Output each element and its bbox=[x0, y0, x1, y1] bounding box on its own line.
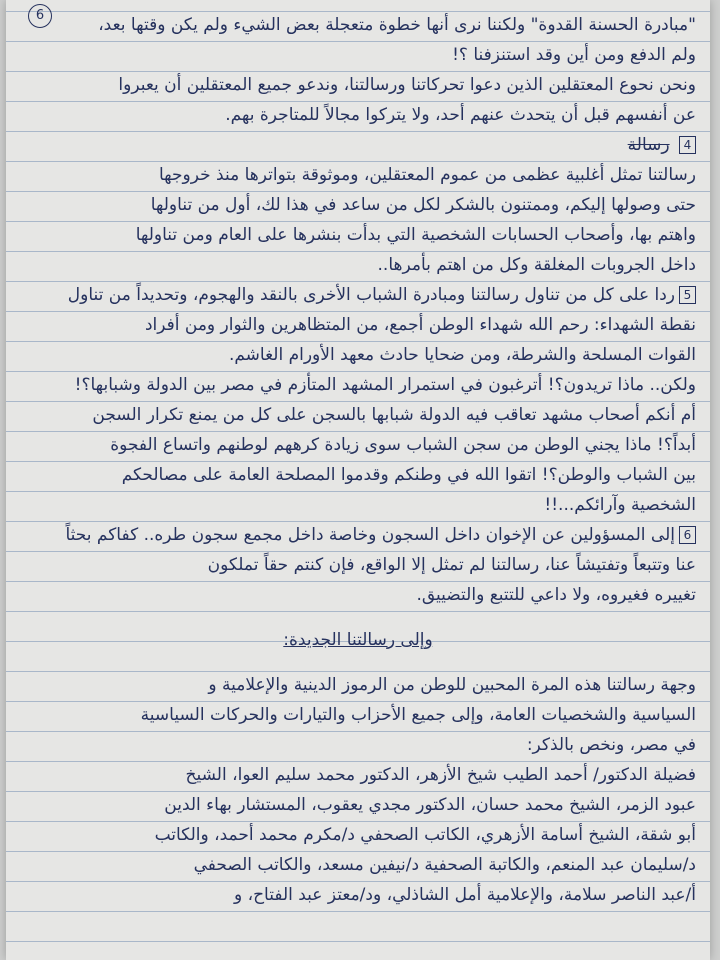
letter-text bbox=[20, 10, 696, 910]
section-number: 4 bbox=[679, 136, 696, 154]
new-letter-line: أبو شقة، الشيخ أسامة الأزهري، الكاتب الصحفي د/مكرم محمد أحمد، والكاتب bbox=[154, 825, 696, 845]
text-line: ولم الدفع ومن أين وقد استنزفنا ؟! bbox=[452, 45, 696, 65]
new-letter-line: أ/عبد الناصر سلامة، والإعلامية أمل الشاذلي، ود/معتز عبد الفتاح، و bbox=[233, 885, 696, 905]
section-number: 6 bbox=[679, 526, 696, 544]
struck-line bbox=[20, 130, 696, 160]
text-line: عن أنفسهم قبل أن يتحدث عنهم أحد، ولا يتركوا مجالاً للمتاجرة بهم. bbox=[225, 105, 696, 125]
section-6-line: عنا وتتبعاً وتفتيشاً عنا، رسالتنا لم تمثل إلا الواقع، فإن كنتم حقاً تملكون bbox=[207, 555, 696, 575]
new-letter-line: في مصر، ونخص بالذكر: bbox=[526, 735, 696, 755]
page-number: 6 bbox=[28, 4, 52, 28]
text-line: "مبادرة الحسنة القدوة" ولكننا نرى أنها خطوة متعجلة بعض الشيء ولم يكن وقتها بعد، bbox=[98, 15, 696, 35]
section-6-line bbox=[20, 520, 696, 550]
new-letter-line: وجهة رسالتنا هذه المرة المحبين للوطن من الرموز الدينية والإعلامية و bbox=[208, 675, 696, 695]
text-line: ونحن نحوع المعتقلين الذين دعوا تحركاتنا ورسالتنا، وندعو جميع المعتقلين أن يعبروا bbox=[118, 75, 696, 95]
section-number: 5 bbox=[679, 286, 696, 304]
new-letter-heading: وإلى رسالتنا الجديدة: bbox=[283, 630, 433, 650]
section-4-line: حتى وصولها إليكم، وممتنون بالشكر لكل من ساعد في هذا لك، أول من تناولها bbox=[150, 195, 696, 215]
new-letter-line: عبود الزمر، الشيخ محمد حسان، الدكتور مجدي يعقوب، المستشار بهاء الدين bbox=[164, 795, 696, 815]
section-5-line: نقطة الشهداء: رحم الله شهداء الوطن أجمع، من المتظاهرين والثوار ومن أفراد bbox=[144, 315, 696, 335]
section-5-line: ولكن.. ماذا تريدون؟! أترغبون في استمرار المشهد المتأزم في مصر بين الدولة وشبابها؟! bbox=[74, 375, 696, 395]
section-5-line: بين الشباب والوطن؟! اتقوا الله في وطنكم وقدموا المصلحة العامة على مصالحكم bbox=[121, 465, 696, 485]
section-5-text: ردا على كل من تناول رسالتنا ومبادرة الشباب الأخرى بالنقد والهجوم، وتحديداً من تناول bbox=[67, 285, 675, 305]
section-5-line: أبداً؟! ماذا يجني الوطن من سجن الشباب سوى زيادة كرههم لوطنهم واتساع الفجوة bbox=[110, 435, 696, 455]
section-5-line: القوات المسلحة والشرطة، ومن ضحايا حادث معهد الأورام الغاشم. bbox=[228, 345, 696, 365]
new-letter-line: د/سليمان عبد المنعم، والكاتبة الصحفية د/نيفين مسعد، والكاتب الصحفي bbox=[193, 855, 696, 875]
section-6-text: إلى المسؤولين عن الإخوان داخل السجون وخاصة داخل مجمع سجون طره.. كفاكم بحثاً bbox=[65, 525, 675, 545]
section-4-line: داخل الجروبات المغلقة وكل من اهتم بأمرها.. bbox=[377, 255, 696, 275]
section-5-line: أم أنكم أصحاب مشهد تعاقب فيه الدولة شبابها بالسجن على كل من يمنع تكرار السجن bbox=[92, 405, 696, 425]
letter-page bbox=[6, 0, 710, 960]
section-5-line: الشخصية وآرائكم...!! bbox=[544, 495, 696, 515]
section-5-line bbox=[20, 280, 696, 310]
struck-word: رسالة bbox=[627, 135, 670, 155]
section-6-line: تغييره فغيروه، ولا داعي للتتبع والتضييق. bbox=[416, 585, 696, 605]
section-4-line: واهتم بها، وأصحاب الحسابات الشخصية التي بدأت بنشرها على العام ومن تناولها bbox=[135, 225, 696, 245]
section-4-line: رسالتنا تمثل أغلبية عظمى من عموم المعتقلين، وموثوقة بتواترها منذ خروجها bbox=[159, 165, 696, 185]
new-letter-line: السياسية والشخصيات العامة، وإلى جميع الأحزاب والتيارات والحركات السياسية bbox=[140, 705, 696, 725]
new-letter-line: فضيلة الدكتور/ أحمد الطيب شيخ الأزهر، الدكتور محمد سليم العوا، الشيخ bbox=[185, 765, 696, 785]
